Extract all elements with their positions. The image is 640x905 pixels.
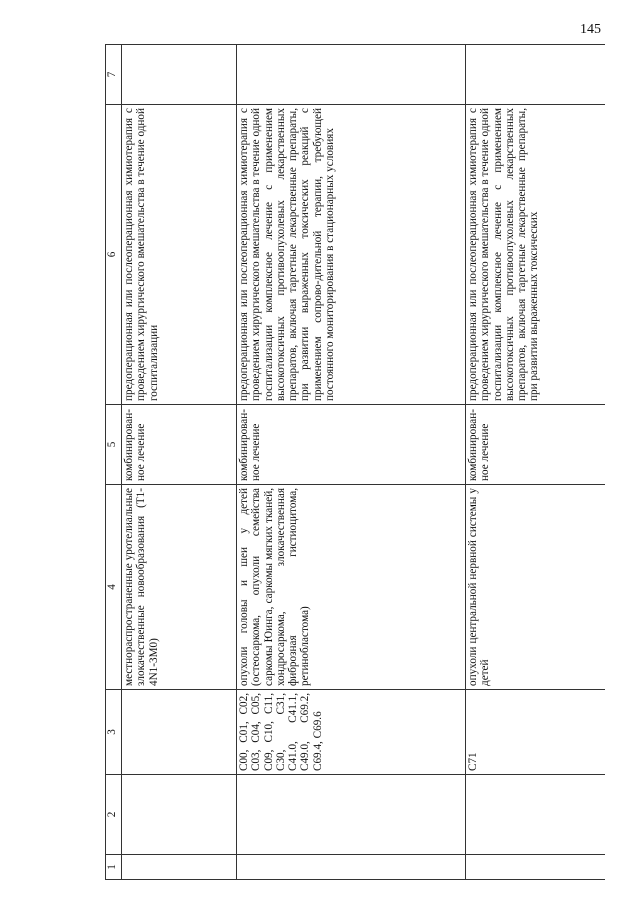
- icd-codes: C00, C01, C02, C03, C04, C05, C09, C10, C11, C30, C31, C41.0, C41.1, C49.0, C69.2, C69.4, C69.6: [237, 690, 466, 775]
- header-cell: 6: [106, 105, 122, 405]
- treatment-type: комбинирован-ное лечение: [122, 405, 237, 485]
- header-cell: 7: [106, 45, 122, 105]
- condition: опухоли центральной нервной системы у детей: [466, 485, 606, 690]
- cell-col1: [466, 855, 606, 880]
- table-row: [237, 45, 466, 880]
- cell-col2: [466, 775, 606, 855]
- header-cell: 3: [106, 690, 122, 775]
- header-cell: 1: [106, 855, 122, 880]
- icd-codes: C71: [466, 690, 606, 775]
- cell-col1: [237, 855, 466, 880]
- treatment-method: предоперационная или послеоперационная химиотерапия с проведением хирургического вмешательства в течение одной госпитализации комплексное лечение с применением высокотоксичных противоопухолевых лекарственных препаратов, включая таргетные лекарственные препараты, при развитии выраженных токсических реакций с применением сопрово-дительной терапии, требующей постоянного мониторирования в стационарных условиях: [237, 105, 466, 405]
- treatment-type: комбинирован-ное лечение: [237, 405, 466, 485]
- header-cell: 2: [106, 775, 122, 855]
- treatment-type: комбинирован-ное лечение: [466, 405, 606, 485]
- cell-col7: [122, 45, 237, 105]
- page-number: 145: [580, 22, 601, 37]
- header-row: [106, 45, 122, 880]
- table-row: [122, 45, 237, 880]
- treatment-method: предоперационная или послеоперационная химиотерапия с проведением хирургического вмешательства в течение одной госпитализации комплексное лечение с применением высокотоксичных противоопухолевых лекарственных препаратов, включая таргетные лекарственные препараты, при развитии выраженных токсических: [466, 105, 606, 405]
- icd-codes: [122, 690, 237, 775]
- treatment-table: [105, 44, 605, 880]
- cell-col2: [122, 775, 237, 855]
- header-cell: 4: [106, 485, 122, 690]
- table-row: [466, 45, 606, 880]
- header-cell: 5: [106, 405, 122, 485]
- treatment-method: предоперационная или послеоперационная химиотерапия с проведением хирургического вмешательства в течение одной госпитализации: [122, 105, 237, 405]
- cell-col1: [122, 855, 237, 880]
- condition: местнораспространенные уротелиальные злокачественные новообразования (T1-4N1-3M0): [122, 485, 237, 690]
- cell-col7: [237, 45, 466, 105]
- condition: опухоли головы и шеи у детей (остеосаркома, опухоли семейства саркомы Юинга, саркомы мягких тканей, хондросаркома, злокачественная фиброзная гистиоцитома, ретинобластома): [237, 485, 466, 690]
- cell-col7: [466, 45, 606, 105]
- cell-col2: [237, 775, 466, 855]
- rotated-table-frame: [105, 45, 600, 880]
